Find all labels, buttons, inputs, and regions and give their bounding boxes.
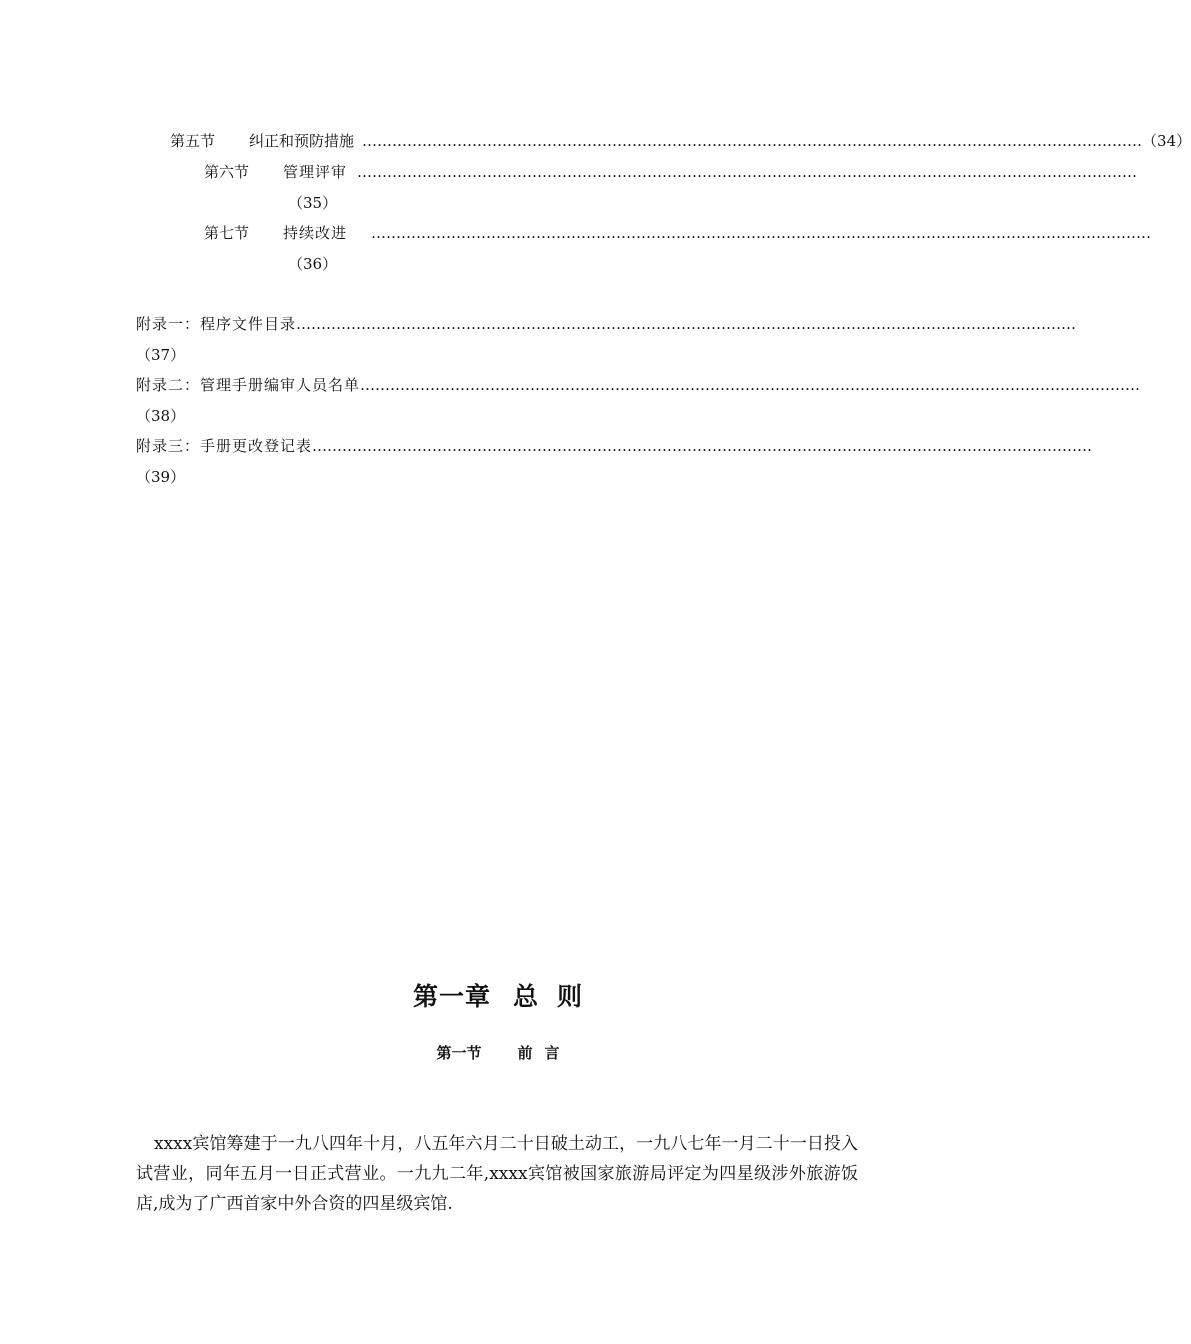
toc-section-title: 管理评审 — [283, 163, 348, 181]
toc-section-title: 持续改进 — [283, 224, 348, 242]
toc-entry-appendix-2 — [136, 375, 1141, 395]
toc-entry-section-5 — [170, 131, 1191, 151]
toc-page-number: （34） — [1142, 132, 1191, 150]
chapter-title — [0, 977, 996, 1013]
toc-section-number: 第五节 — [170, 132, 216, 150]
toc-appendix-label: 附录三：手册更改登记表 — [136, 437, 313, 455]
toc-section-number: 第六节 — [204, 163, 250, 181]
toc-leader-dots: ………………………………………………………………………………………………………………………………………… — [312, 437, 1093, 455]
toc-section-title: 纠正和预防措施 — [249, 132, 355, 150]
toc-entry-section-6 — [204, 162, 1138, 182]
toc-leader-dots: ………………………………………………………………………………………………………………………………………… — [371, 224, 1152, 242]
chapter-number: 第一章 — [412, 982, 491, 1011]
section-title — [0, 1042, 996, 1063]
toc-appendix-label: 附录一：程序文件目录 — [136, 315, 297, 333]
toc-leader-dots: ………………………………………………………………………………………………………………………………………… — [362, 132, 1143, 150]
chapter-title-char-1: 总 — [512, 982, 539, 1011]
toc-page-number: （38） — [136, 407, 186, 425]
toc-page-number: （36） — [288, 255, 338, 273]
toc-entry-appendix-1 — [136, 314, 1077, 334]
toc-leader-dots: ………………………………………………………………………………………………………………………………………… — [360, 376, 1141, 394]
section-title-char-1: 前 — [517, 1044, 533, 1062]
section-number: 第一节 — [436, 1044, 482, 1062]
toc-page-number: （37） — [136, 346, 186, 364]
body-paragraph: xxxx宾馆筹建于一九八四年十月，八五年六月二十日破土动工，一九八七年一月二十一日投入试营业，同年五月一日正式营业。一九九二年,xxxx宾馆被国家旅游局评定为四星级涉外旅游饭店,成为了广西首家中外合资的四星级宾馆. — [136, 1134, 858, 1214]
toc-page-number: （39） — [136, 468, 186, 486]
chapter-title-char-2: 则 — [557, 982, 584, 1011]
toc-page-number: （35） — [288, 194, 338, 212]
section-title-char-2: 言 — [544, 1044, 560, 1062]
toc-entry-section-7 — [204, 223, 1152, 243]
toc-entry-appendix-3 — [136, 436, 1093, 456]
toc-leader-dots: ………………………………………………………………………………………………………………………………………… — [296, 315, 1077, 333]
toc-appendix-label: 附录二：管理手册编审人员名单 — [136, 376, 361, 394]
toc-section-number: 第七节 — [204, 224, 250, 242]
toc-leader-dots: ………………………………………………………………………………………………………………………………………… — [357, 163, 1138, 181]
